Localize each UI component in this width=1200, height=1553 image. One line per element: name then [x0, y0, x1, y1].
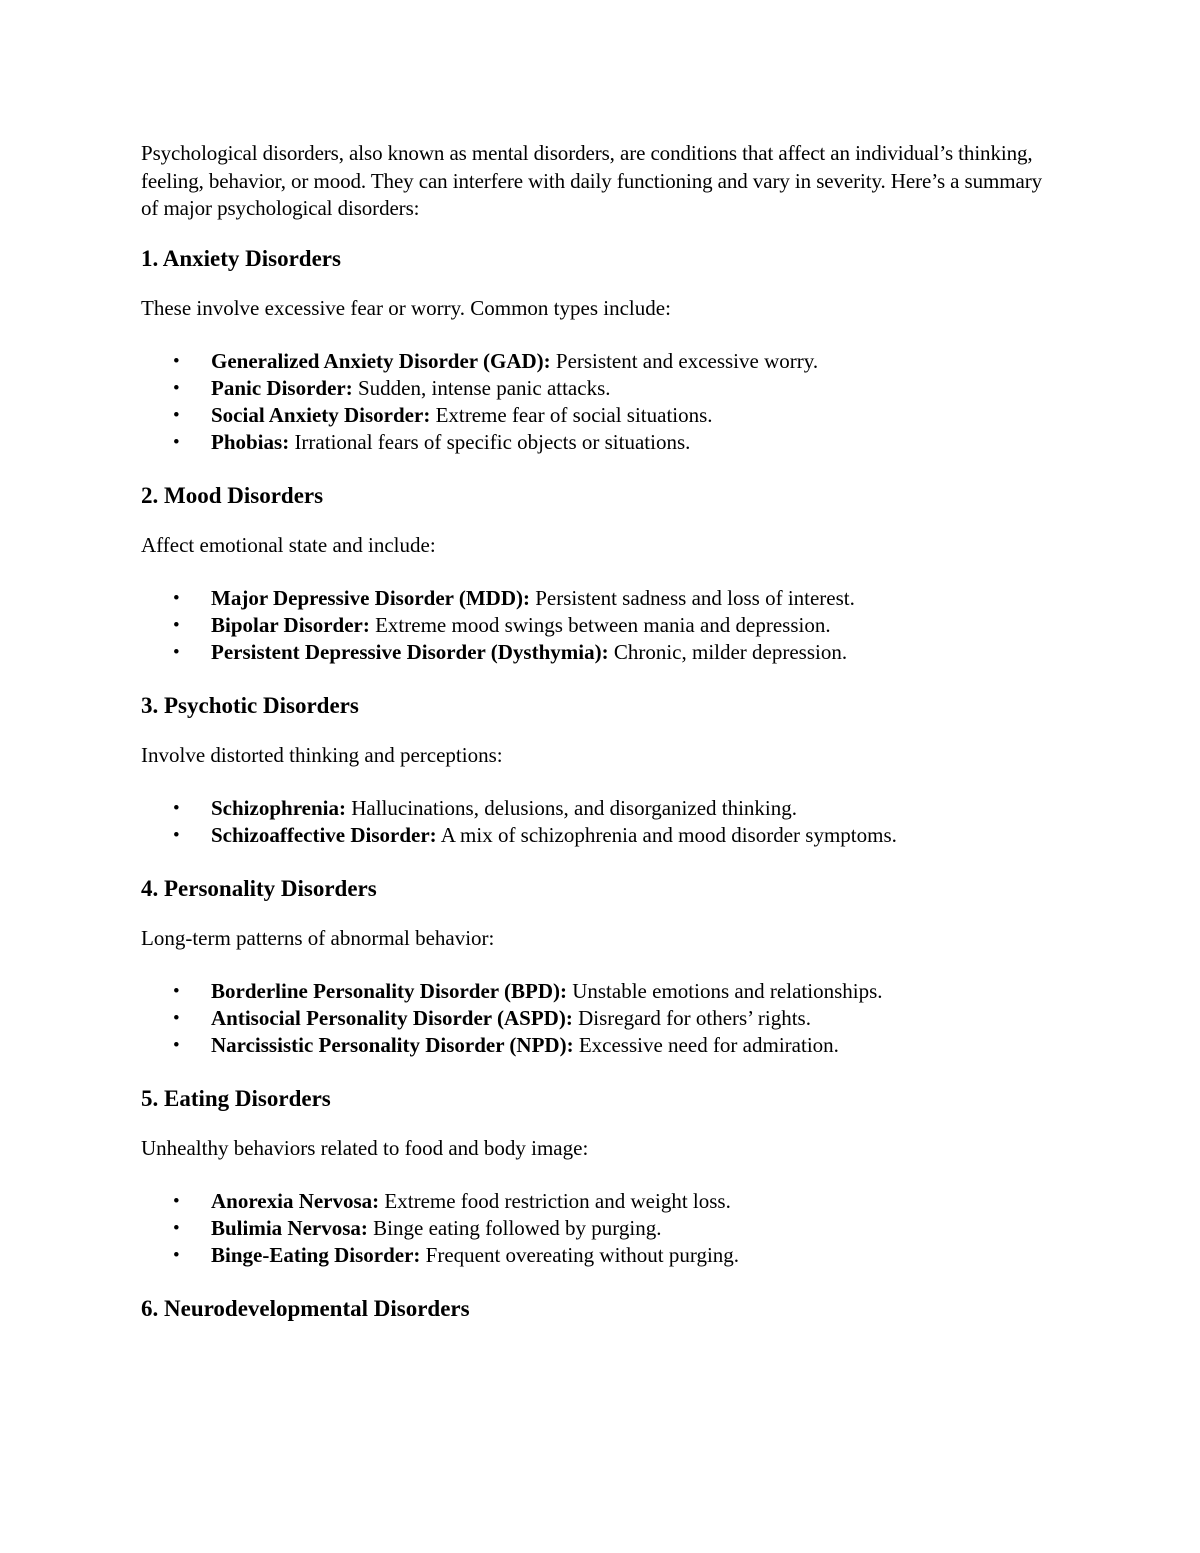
- list-item: [141, 1242, 1061, 1269]
- section-description: Unhealthy behaviors related to food and body image:: [141, 1135, 589, 1160]
- section-heading: 2. Mood Disorders: [141, 482, 324, 508]
- bullet-list: [141, 585, 1061, 666]
- list-item: [141, 1005, 1061, 1032]
- item-text: A mix of schizophrenia and mood disorder symptoms.: [436, 822, 897, 847]
- section-neurodevelopmental-disorders: [141, 1295, 1061, 1323]
- item-term: Panic Disorder:: [211, 375, 353, 400]
- item-term: Persistent Depressive Disorder (Dysthymia):: [211, 639, 609, 664]
- item-term: Schizoaffective Disorder:: [211, 822, 437, 847]
- list-item: [141, 375, 1061, 402]
- intro-paragraph: Psychological disorders, also known as mental disorders, are conditions that affect an individual’s thinking, feeling, behavior, or mood. They can interfere with daily functioning and vary in severity. Here’s a summary of major psychological disorders:: [141, 141, 1042, 220]
- bullet-icon: •: [173, 641, 180, 663]
- item-text: Frequent overeating without purging.: [420, 1242, 740, 1267]
- section-anxiety-disorders: [141, 245, 1061, 456]
- item-text: Binge eating followed by purging.: [367, 1215, 662, 1240]
- bullet-icon: •: [173, 1217, 180, 1239]
- item-term: Generalized Anxiety Disorder (GAD):: [211, 348, 551, 373]
- item-text: Chronic, milder depression.: [608, 639, 848, 664]
- list-item: [141, 822, 1061, 849]
- section-description: Affect emotional state and include:: [141, 532, 436, 557]
- list-item: [141, 639, 1061, 666]
- bullet-icon: •: [173, 1007, 180, 1029]
- item-text: Unstable emotions and relationships.: [566, 978, 883, 1003]
- item-term: Social Anxiety Disorder:: [211, 402, 431, 427]
- item-term: Antisocial Personality Disorder (ASPD):: [211, 1005, 573, 1030]
- bullet-icon: •: [173, 614, 180, 636]
- section-personality-disorders: [141, 875, 1061, 1059]
- item-term: Phobias:: [211, 429, 290, 454]
- item-text: Hallucinations, delusions, and disorganized thinking.: [345, 795, 798, 820]
- bullet-icon: •: [173, 377, 180, 399]
- item-text: Irrational fears of specific objects or situations.: [289, 429, 691, 454]
- item-term: Binge-Eating Disorder:: [211, 1242, 421, 1267]
- section-description: These involve excessive fear or worry. Common types include:: [141, 295, 671, 320]
- item-term: Bipolar Disorder:: [211, 612, 370, 637]
- list-item: [141, 978, 1061, 1005]
- section-heading: 3. Psychotic Disorders: [141, 692, 359, 718]
- bullet-list: [141, 1188, 1061, 1269]
- item-text: Persistent sadness and loss of interest.: [530, 585, 855, 610]
- item-term: Narcissistic Personality Disorder (NPD):: [211, 1032, 574, 1057]
- bullet-icon: •: [173, 587, 180, 609]
- item-text: Excessive need for admiration.: [573, 1032, 839, 1057]
- section-description: Involve distorted thinking and perceptions:: [141, 742, 503, 767]
- bullet-icon: •: [173, 1244, 180, 1266]
- bullet-list: [141, 348, 1061, 456]
- section-eating-disorders: [141, 1085, 1061, 1269]
- section-description: Long-term patterns of abnormal behavior:: [141, 925, 495, 950]
- bullet-icon: •: [173, 350, 180, 372]
- section-heading: 4. Personality Disorders: [141, 875, 377, 901]
- section-mood-disorders: [141, 482, 1061, 666]
- item-text: Persistent and excessive worry.: [550, 348, 819, 373]
- list-item: [141, 402, 1061, 429]
- document-page: [141, 140, 1061, 1345]
- item-text: Extreme food restriction and weight loss.: [379, 1188, 731, 1213]
- list-item: [141, 1032, 1061, 1059]
- list-item: [141, 612, 1061, 639]
- list-item: [141, 429, 1061, 456]
- bullet-icon: •: [173, 1034, 180, 1056]
- bullet-list: [141, 795, 1061, 849]
- bullet-icon: •: [173, 824, 180, 846]
- bullet-icon: •: [173, 980, 180, 1002]
- section-heading: 6. Neurodevelopmental Disorders: [141, 1295, 470, 1321]
- section-heading: 1. Anxiety Disorders: [141, 245, 341, 271]
- bullet-icon: •: [173, 404, 180, 426]
- item-text: Sudden, intense panic attacks.: [352, 375, 611, 400]
- bullet-icon: •: [173, 797, 180, 819]
- item-term: Anorexia Nervosa:: [211, 1188, 380, 1213]
- item-term: Major Depressive Disorder (MDD):: [211, 585, 530, 610]
- section-psychotic-disorders: [141, 692, 1061, 849]
- bullet-list: [141, 978, 1061, 1059]
- item-text: Extreme mood swings between mania and depression.: [369, 612, 831, 637]
- list-item: [141, 348, 1061, 375]
- item-text: Disregard for others’ rights.: [572, 1005, 811, 1030]
- section-heading: 5. Eating Disorders: [141, 1085, 331, 1111]
- item-text: Extreme fear of social situations.: [430, 402, 713, 427]
- bullet-icon: •: [173, 431, 180, 453]
- item-term: Bulimia Nervosa:: [211, 1215, 368, 1240]
- list-item: [141, 1215, 1061, 1242]
- item-term: Schizophrenia:: [211, 795, 346, 820]
- list-item: [141, 585, 1061, 612]
- list-item: [141, 1188, 1061, 1215]
- bullet-icon: •: [173, 1190, 180, 1212]
- list-item: [141, 795, 1061, 822]
- item-term: Borderline Personality Disorder (BPD):: [211, 978, 567, 1003]
